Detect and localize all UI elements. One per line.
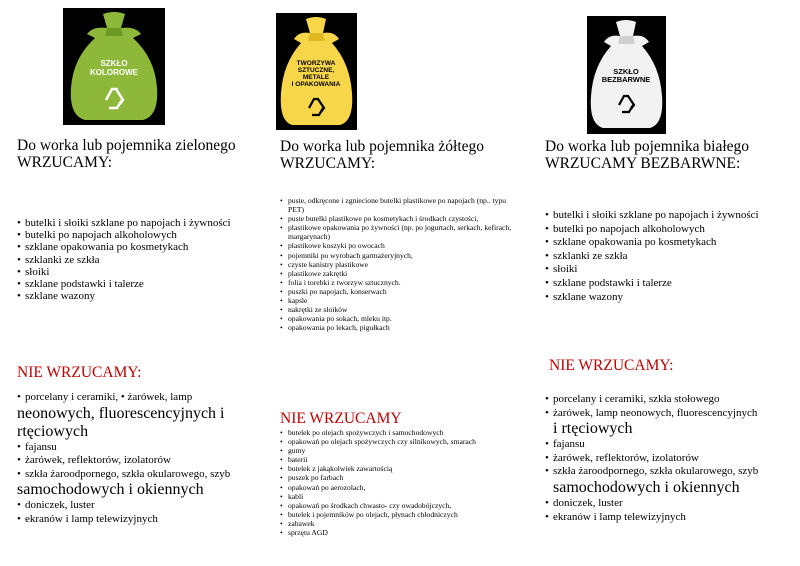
list-item: • butelek i pojemników po olejach, płynach chłodniczych: [280, 510, 520, 519]
white-heading-line1: Do worka lub pojemnika białego: [545, 138, 750, 155]
list-item: • gumy: [280, 446, 520, 455]
list-item: • puszki po napojach, konserwach: [280, 287, 520, 296]
yellow-bag-icon: [276, 13, 357, 130]
list-item: • żarówek, reflektorów, izolatorów: [17, 454, 277, 468]
bag-label-line3: METALE: [302, 74, 330, 81]
list-item-cont: i rtęciowych: [553, 420, 633, 438]
list-item: • opakowań po olejach spożywczych czy silnikowych, smarach: [280, 437, 520, 446]
list-item: • szkła żaroodpornego, szkła okularowego, szyb: [17, 468, 277, 482]
list-item: • słoiki: [545, 263, 795, 277]
bag-label-line1: SZKŁO: [613, 67, 639, 76]
list-item: • kabli: [280, 492, 520, 501]
list-item: • ekranów i lamp telewizyjnych: [545, 511, 795, 525]
green-heading-line1: Do worka lub pojemnika zielonego: [17, 137, 236, 154]
list-item: • szklanki ze szkła: [17, 254, 267, 266]
white-forbidden-title: NIE WRZUCAMY:: [549, 357, 674, 374]
list-item: • słoiki: [17, 266, 267, 278]
green-heading-line2: WRZUCAMY:: [17, 154, 113, 171]
list-item: • butelek z jakąkolwiek zawartością: [280, 464, 520, 473]
green-bag-image: [63, 8, 165, 125]
list-item: • sprzętu AGD: [280, 528, 520, 537]
list-item: • szkła żaroodpornego, szkła okularowego, szyb: [545, 465, 795, 479]
list-item: • szklane wazony: [545, 291, 795, 305]
list-item: • żarówek, lamp neonowych, fluorescencyjnych: [545, 407, 795, 421]
list-item: • plastikowe koszyki po owocach: [280, 241, 520, 250]
list-item: • butelki i słoiki szklane po napojach i żywności: [17, 217, 267, 229]
yellow-bag-image: [276, 13, 357, 130]
list-item: • doniczek, luster: [545, 497, 795, 511]
list-item: • puszek po farbach: [280, 473, 520, 482]
yellow-heading-line1: Do worka lub pojemnika żółtego: [280, 138, 485, 155]
list-item: • fajansu: [17, 441, 277, 455]
green-forbidden-list: [17, 391, 277, 527]
green-forbidden-title: NIE WRZUCAMY:: [17, 364, 142, 381]
list-item: • fajansu: [545, 438, 795, 452]
list-item: • plastikowe zakrętki: [280, 269, 520, 278]
list-item: • czyste kanistry plastikowe: [280, 260, 520, 269]
list-item: • opakowania po lekach, pigułkach: [280, 323, 520, 332]
green-bag-icon: [63, 8, 165, 125]
list-item: • szklane podstawki i talerze: [17, 278, 267, 290]
list-item: • kapsle: [280, 296, 520, 305]
yellow-allowed-list: [280, 196, 520, 332]
list-item: • puste butelki plastikowe po kosmetykach i środkach czystości,: [280, 214, 520, 223]
list-item: • opakowań po aerozolach,: [280, 483, 520, 492]
list-item: • nakrętki ze słoików: [280, 305, 520, 314]
list-item-cont: samochodowych i okiennych: [17, 481, 204, 499]
list-item: • szklane podstawki i talerze: [545, 277, 795, 291]
list-item: • żarówek, reflektorów, izolatorów: [545, 452, 795, 466]
white-allowed-list: [545, 209, 795, 304]
list-item: • szklanki ze szkła: [545, 250, 795, 264]
green-allowed-list: [17, 217, 267, 302]
column-white: [545, 138, 795, 172]
list-item: • pojemniki po wyrobach garmażeryjnych,: [280, 251, 520, 260]
list-item: • opakowania po sokach, mleku itp.: [280, 314, 520, 323]
bag-label-line2: SZTUCZNE,: [297, 67, 335, 74]
bag-label-line2: BEZBARWNE: [601, 75, 651, 84]
list-item: • plastikowe opakowania po żywności (np. po jogurtach, serkach, kefirach, margarynach): [280, 223, 520, 241]
list-item: • ekranów i lamp telewizyjnych: [17, 513, 277, 527]
list-item: • butelki po napojach alkoholowych: [17, 229, 267, 241]
column-yellow: [280, 138, 520, 172]
list-item: • szklane opakowania po kosmetykach: [17, 241, 267, 253]
bag-label-line2: KOLOROWE: [90, 68, 138, 77]
list-item: • butelek po olejach spożywczych i samochodowych: [280, 428, 520, 437]
list-item-cont: samochodowych i okiennych: [553, 478, 740, 496]
list-item: • porcelany i ceramiki, • żarówek, lamp: [17, 391, 277, 405]
list-item: • opakowań po środkach chwasto- czy owadobójczych,: [280, 501, 520, 510]
white-bag-image: [587, 16, 666, 134]
list-item: • szklane wazony: [17, 290, 267, 302]
bag-label-line1: TWORZYWA: [296, 60, 336, 67]
yellow-forbidden-title: NIE WRZUCAMY: [280, 410, 402, 427]
bag-label-line4: I OPAKOWANIA: [291, 81, 341, 88]
list-item: • butelki po napojach alkoholowych: [545, 223, 795, 237]
list-item: • puste, odkręcone i zgniecione butelki plastikowe po napojach (np.. typu PET): [280, 196, 520, 214]
list-item: • folia i torebki z tworzyw sztucznych.: [280, 278, 520, 287]
list-item: • butelki i słoiki szklane po napojach i żywności: [545, 209, 795, 223]
yellow-forbidden-list: [280, 428, 520, 537]
list-item: • szklane opakowania po kosmetykach: [545, 236, 795, 250]
white-forbidden-list: [545, 393, 795, 524]
bag-label-line1: SZKŁO: [100, 59, 128, 68]
yellow-heading-line2: WRZUCAMY:: [280, 155, 376, 172]
list-item-cont: neonowych, fluorescencyjnych i rtęciowych: [17, 404, 225, 440]
list-item: • zabawek: [280, 519, 520, 528]
list-item: • baterii: [280, 455, 520, 464]
column-green: [17, 137, 267, 171]
list-item: • doniczek, luster: [17, 499, 277, 513]
list-item: • porcelany i ceramiki, szkła stołowego: [545, 393, 795, 407]
white-heading-line2: WRZUCAMY BEZBARWNE:: [545, 155, 741, 172]
white-bag-icon: [587, 16, 666, 134]
